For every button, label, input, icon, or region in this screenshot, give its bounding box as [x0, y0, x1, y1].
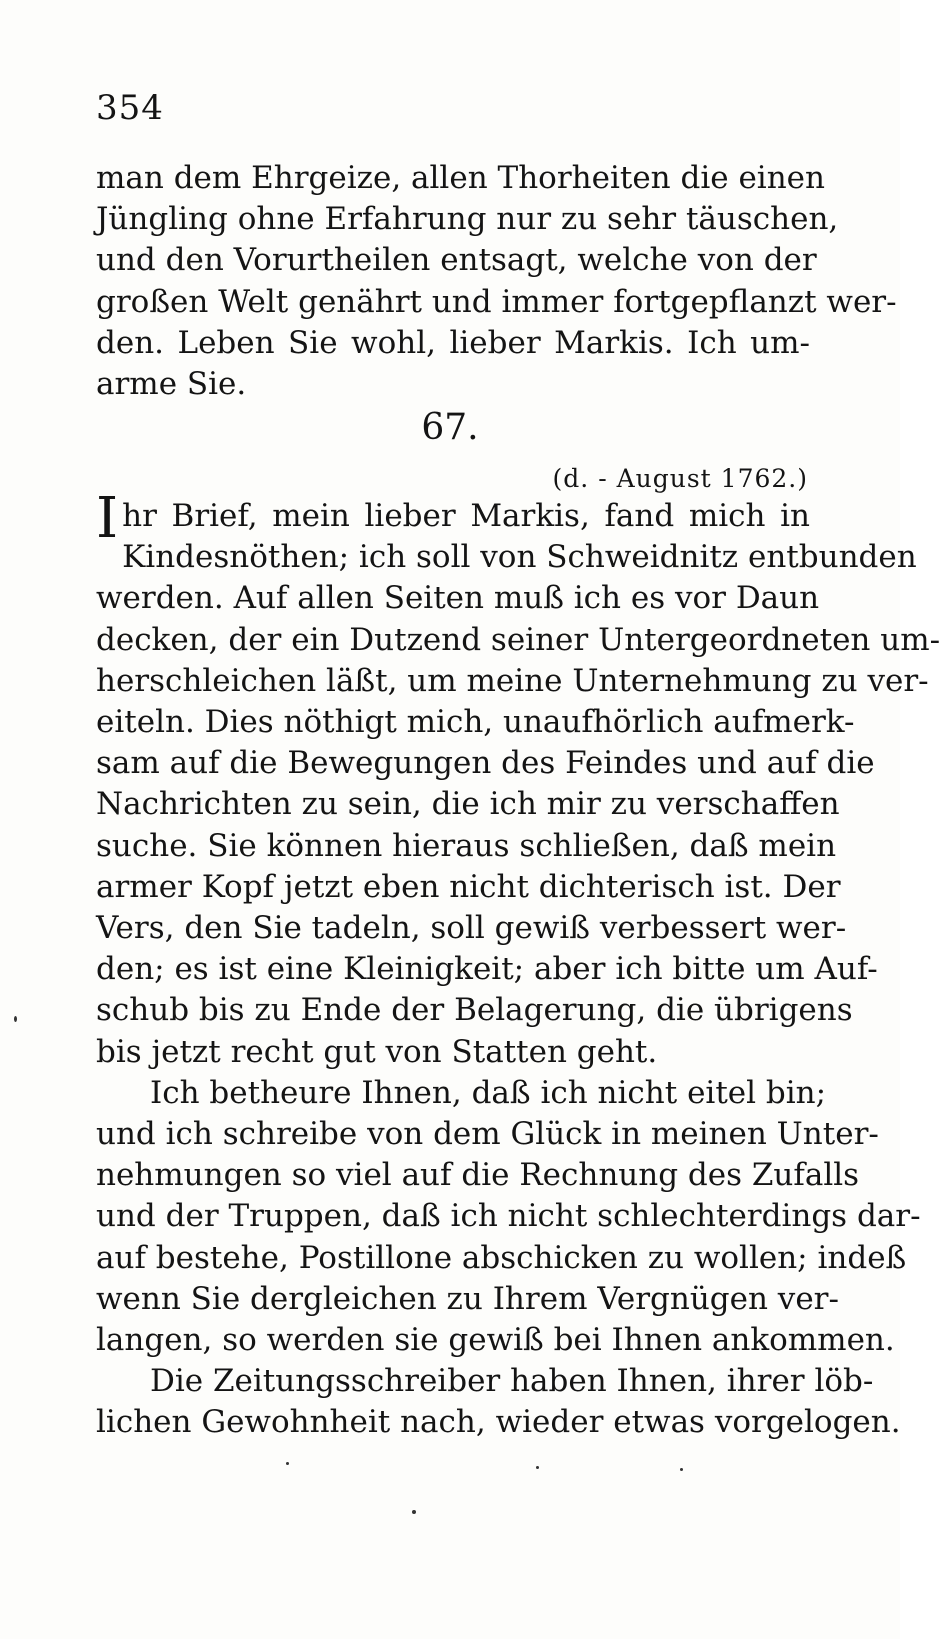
text-line: und ich schreibe von dem Glück in meinen Unter- — [96, 1116, 879, 1153]
letter-number: 67. — [421, 407, 479, 448]
scan-speck — [412, 1510, 416, 1514]
letter-date: (d. - August 1762.) — [552, 464, 808, 493]
text-line: den; es ist eine Kleinigkeit; aber ich bitte um Auf- — [96, 951, 878, 988]
drop-cap: I — [96, 486, 119, 551]
text-line: und den Vorurtheilen entsagt, welche von der — [96, 242, 817, 279]
text-line: suche. Sie können hieraus schließen, daß mein — [96, 827, 837, 864]
text-line: Nachrichten zu sein, die ich mir zu verschaffen — [96, 786, 840, 823]
text-line: lichen Gewohnheit nach, wieder etwas vorgelogen. — [96, 1404, 901, 1441]
text-line: armer Kopf jetzt eben nicht dichterisch ist. Der — [96, 868, 841, 905]
text-line: wenn Sie dergleichen zu Ihrem Vergnügen ver- — [96, 1280, 839, 1317]
letter-body — [96, 486, 940, 1444]
text-line: Ich betheure Ihnen, daß ich nicht eitel bin; — [150, 1074, 827, 1111]
text-line: Jüngling ohne Erfahrung nur zu sehr täuschen, — [96, 201, 839, 238]
text-line: großen Welt genährt und immer fortgepflanzt wer- — [96, 283, 897, 320]
scan-speck — [536, 1466, 539, 1469]
text-line: werden. Auf allen Seiten muß ich es vor Daun — [96, 580, 820, 617]
text-line: und der Truppen, daß ich nicht schlechterdings dar- — [96, 1198, 921, 1235]
text-line: schub bis zu Ende der Belagerung, die übrigens — [96, 992, 853, 1029]
text-line: bis jetzt recht gut von Statten geht. — [96, 1033, 658, 1070]
text-line: herschleichen läßt, um meine Unternehmung zu ver- — [96, 662, 929, 699]
text-line: eiteln. Dies nöthigt mich, unaufhörlich aufmerk- — [96, 704, 855, 741]
text-line: decken, der ein Dutzend seiner Untergeordneten um- — [96, 621, 940, 658]
previous-letter-ending — [96, 158, 897, 405]
text-line: langen, so werden sie gewiß bei Ihnen ankommen. — [96, 1322, 895, 1359]
text-line: sam auf die Bewegungen des Feindes und auf die — [96, 745, 875, 782]
text-line-with-dropcap — [96, 486, 810, 551]
page-number: 354 — [96, 88, 164, 128]
text-line: man dem Ehrgeize, allen Thorheiten die einen — [96, 160, 825, 196]
text-line: auf bestehe, Postillone abschicken zu wollen; indeß — [96, 1239, 907, 1276]
text-line: arme Sie. — [96, 366, 247, 403]
text-line: hr Brief, mein lieber Markis, fand mich in — [122, 498, 810, 534]
text-line: Vers, den Sie tadeln, soll gewiß verbessert wer- — [96, 910, 847, 947]
text-line: Kindesnöthen; ich soll von Schweidnitz entbunden — [122, 539, 917, 576]
text-line: den. Leben Sie wohl, lieber Markis. Ich um- — [96, 324, 810, 361]
scan-speck — [286, 1462, 289, 1465]
text-line: nehmungen so viel auf die Rechnung des Zufalls — [96, 1157, 860, 1194]
scan-speck — [680, 1468, 683, 1471]
text-line: Die Zeitungsschreiber haben Ihnen, ihrer löb- — [150, 1363, 874, 1400]
scan-speck — [14, 1016, 17, 1022]
